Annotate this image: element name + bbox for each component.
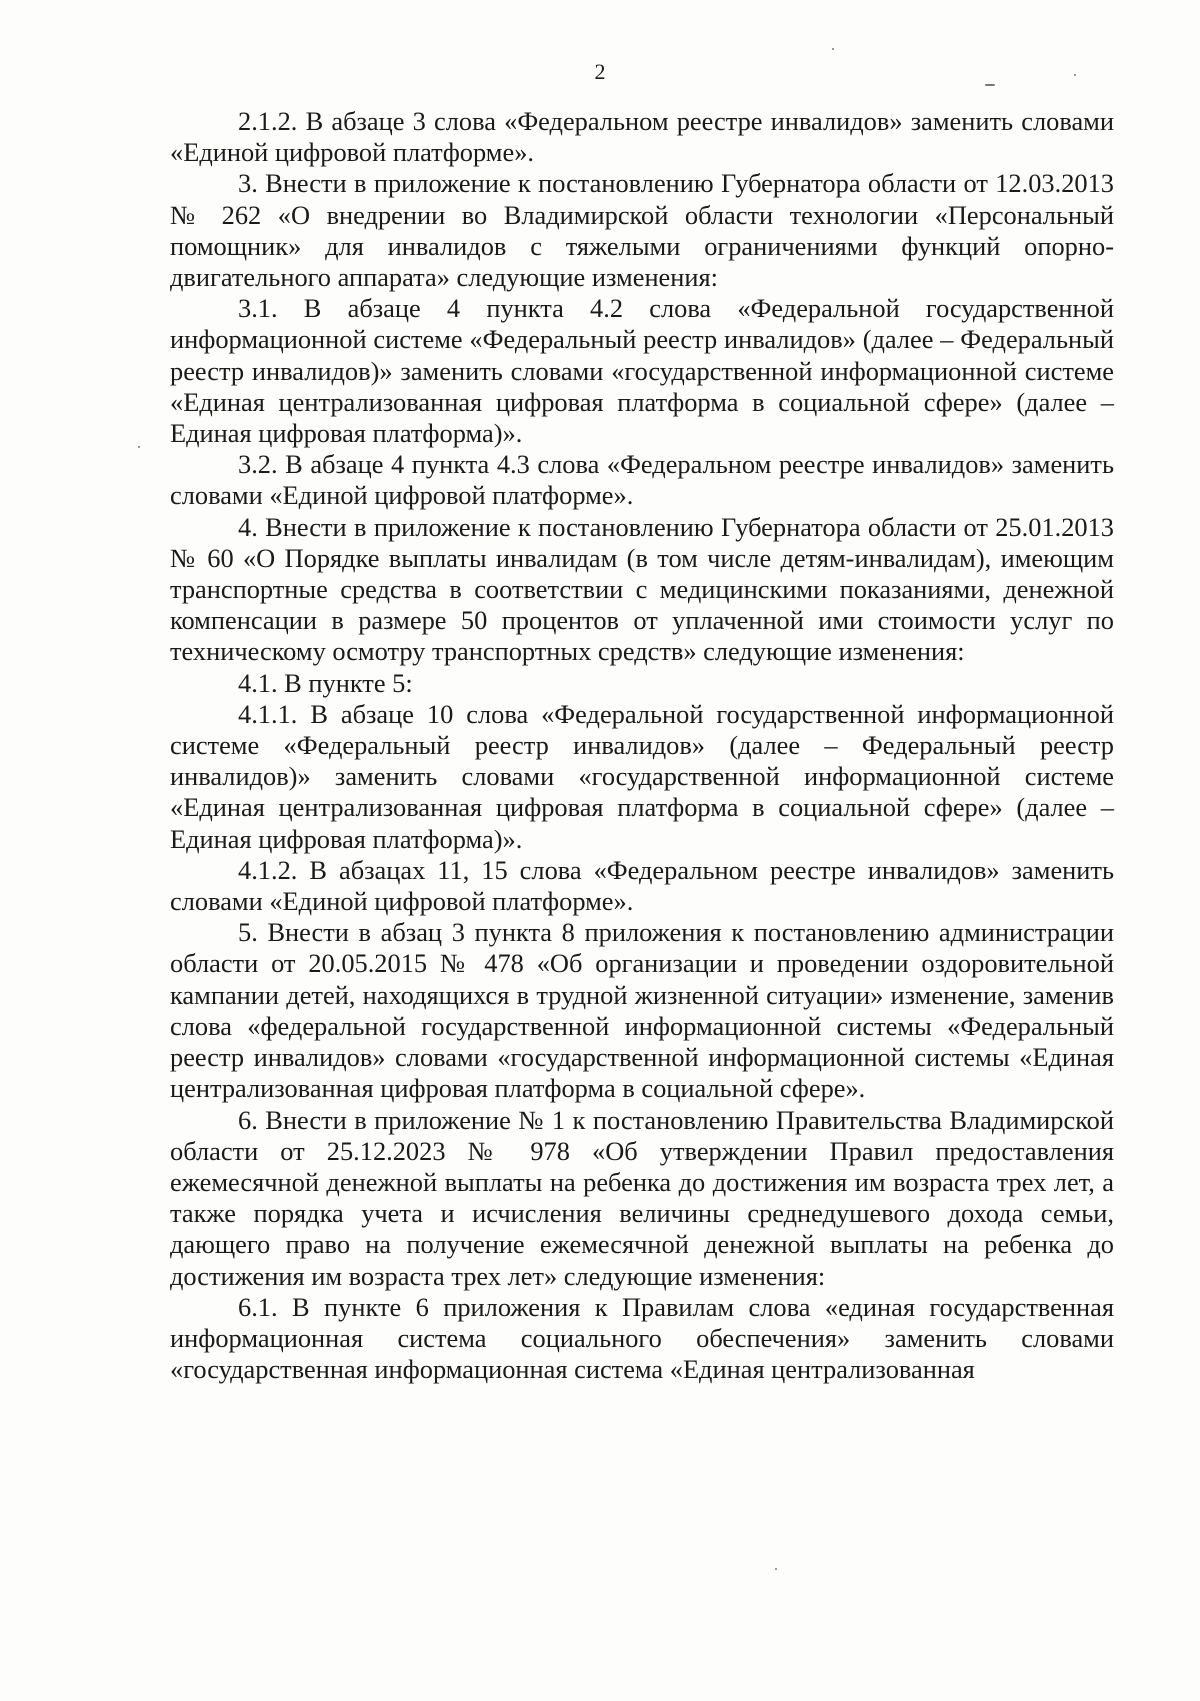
paragraph-4-1-1: 4.1.1. В абзаце 10 слова «Федеральной государственной информационной системе «Федеральный реестр инвалидов» (далее – Федеральный реестр инвалидов)» заменить словами «государственной информационной системе «Единая централизованная цифровая платформа в социальной сфере» (далее – Единая цифровая платформа)».: [170, 698, 1114, 854]
scan-speck: [832, 48, 834, 50]
paragraph-3: 3. Внести в приложение к постановлению Губернатора области от 12.03.2013 № 262 «О внедрении во Владимирской области технологии «Персональный помощник» для инвалидов с тяжелыми ограничениями функций опорно-двигательного аппарата» следующие изменения:: [170, 168, 1114, 293]
scan-speck: [1074, 74, 1076, 76]
paragraph-2-1-2: 2.1.2. В абзаце 3 слова «Федеральном реестре инвалидов» заменить словами «Единой цифровой платформе».: [170, 106, 1114, 168]
scan-speck: [985, 84, 995, 86]
paragraph-4-1-2: 4.1.2. В абзацах 11, 15 слова «Федеральном реестре инвалидов» заменить словами «Единой цифровой платформе».: [170, 854, 1114, 917]
paragraph-6-1: 6.1. В пункте 6 приложения к Правилам слова «единая государственная информационная система социального обеспечения» заменить словами «государственная информационная система «Единая централизованная: [170, 1291, 1114, 1385]
scan-speck: [138, 446, 140, 448]
paragraph-5: 5. Внести в абзац 3 пункта 8 приложения к постановлению администрации области от 20.05.2015 № 478 «Об организации и проведении оздоровительной кампании детей, находящихся в трудной жизненной ситуации» изменение, заменив слова «федеральной государственной информационной системы «Федеральный реестр инвалидов» словами «государственной информационной системы «Единая централизованная цифровая платформа в социальной сфере».: [170, 917, 1114, 1104]
paragraph-4: 4. Внести в приложение к постановлению Губернатора области от 25.01.2013 № 60 «О Порядке выплаты инвалидам (в том числе детям-инвалидам), имеющим транспортные средства в соответствии с медицинскими показаниями, денежной компенсации в размере 50 процентов от уплаченной ими стоимости услуг по техническому осмотру транспортных средств» следующие изменения:: [170, 511, 1114, 667]
page-number: 2: [594, 59, 606, 84]
paragraph-3-2: 3.2. В абзаце 4 пункта 4.3 слова «Федеральном реестре инвалидов» заменить словами «Единой цифровой платформе».: [170, 449, 1114, 511]
paragraph-6: 6. Внести в приложение № 1 к постановлению Правительства Владимирской области от 25.12.2023 № 978 «Об утверждении Правил предоставления ежемесячной денежной выплаты на ребенка до достижения им возраста трех лет, а также порядка учета и исчисления величины среднедушевого дохода семьи, дающего право на получение ежемесячной денежной выплаты на ребенка до достижения им возраста трех лет» следующие изменения:: [170, 1104, 1114, 1291]
scan-speck: [775, 1568, 777, 1570]
document-body: [170, 106, 1114, 1385]
paragraph-4-1: 4.1. В пункте 5:: [238, 667, 413, 698]
paragraph-3-1: 3.1. В абзаце 4 пункта 4.2 слова «Федеральной государственной информационной системе «Федеральный реестр инвалидов» (далее – Федеральный реестр инвалидов)» заменить словами «государственной информационной системе «Единая централизованная цифровая платформа в социальной сфере» (далее – Единая цифровая платформа)».: [170, 293, 1114, 449]
